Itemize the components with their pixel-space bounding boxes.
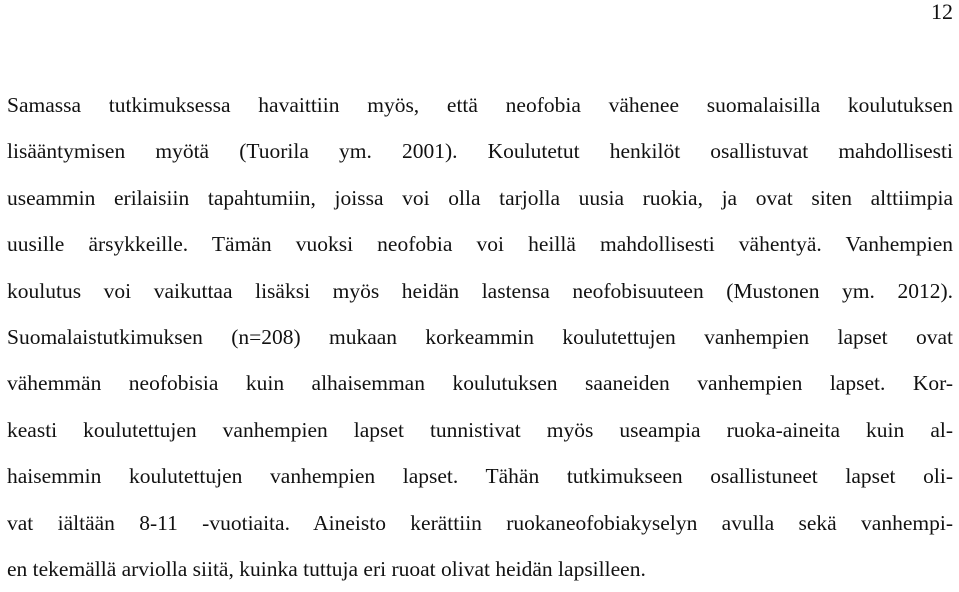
paragraph-line: lisääntymisen myötä (Tuorila ym. 2001). Koulutetut henkilöt osallistuvat mahdollisesti — [7, 139, 953, 164]
paragraph-line: uusille ärsykkeille. Tämän vuoksi neofobia voi heillä mahdollisesti vähentyä. Vanhempien — [7, 232, 953, 257]
paragraph-line: vat iältään 8-11 -vuotiaita. Aineisto kerättiin ruokaneofobiakyselyn avulla sekä vanhempi- — [7, 510, 953, 535]
paragraph-line: Samassa tutkimuksessa havaittiin myös, että neofobia vähenee suomalaisilla koulutuksen — [7, 93, 953, 117]
paragraph-line: vähemmän neofobisia kuin alhaisemman koulutuksen saaneiden vanhempien lapset. Kor- — [7, 371, 953, 396]
paragraph-line: useammin erilaisiin tapahtumiin, joissa voi olla tarjolla uusia ruokia, ja ovat siten alttiimpia — [7, 185, 953, 210]
paragraph-line: koulutus voi vaikuttaa lisäksi myös heidän lastensa neofobisuuteen (Mustonen ym. 2012). — [7, 278, 953, 303]
body-paragraph — [7, 82, 953, 592]
paragraph-line: keasti koulutettujen vanhempien lapset tunnistivat myös useampia ruoka-aineita kuin al- — [7, 417, 953, 442]
paragraph-line: haisemmin koulutettujen vanhempien lapset. Tähän tutkimukseen osallistuneet lapset oli- — [7, 464, 953, 489]
paragraph-line: Suomalaistutkimuksen (n=208) mukaan korkeammin koulutettujen vanhempien lapset ovat — [7, 324, 953, 349]
page-number: 12 — [931, 0, 953, 24]
paragraph-line: en tekemällä arviolla siitä, kuinka tuttuja eri ruoat olivat heidän lapsilleen. — [7, 556, 646, 581]
